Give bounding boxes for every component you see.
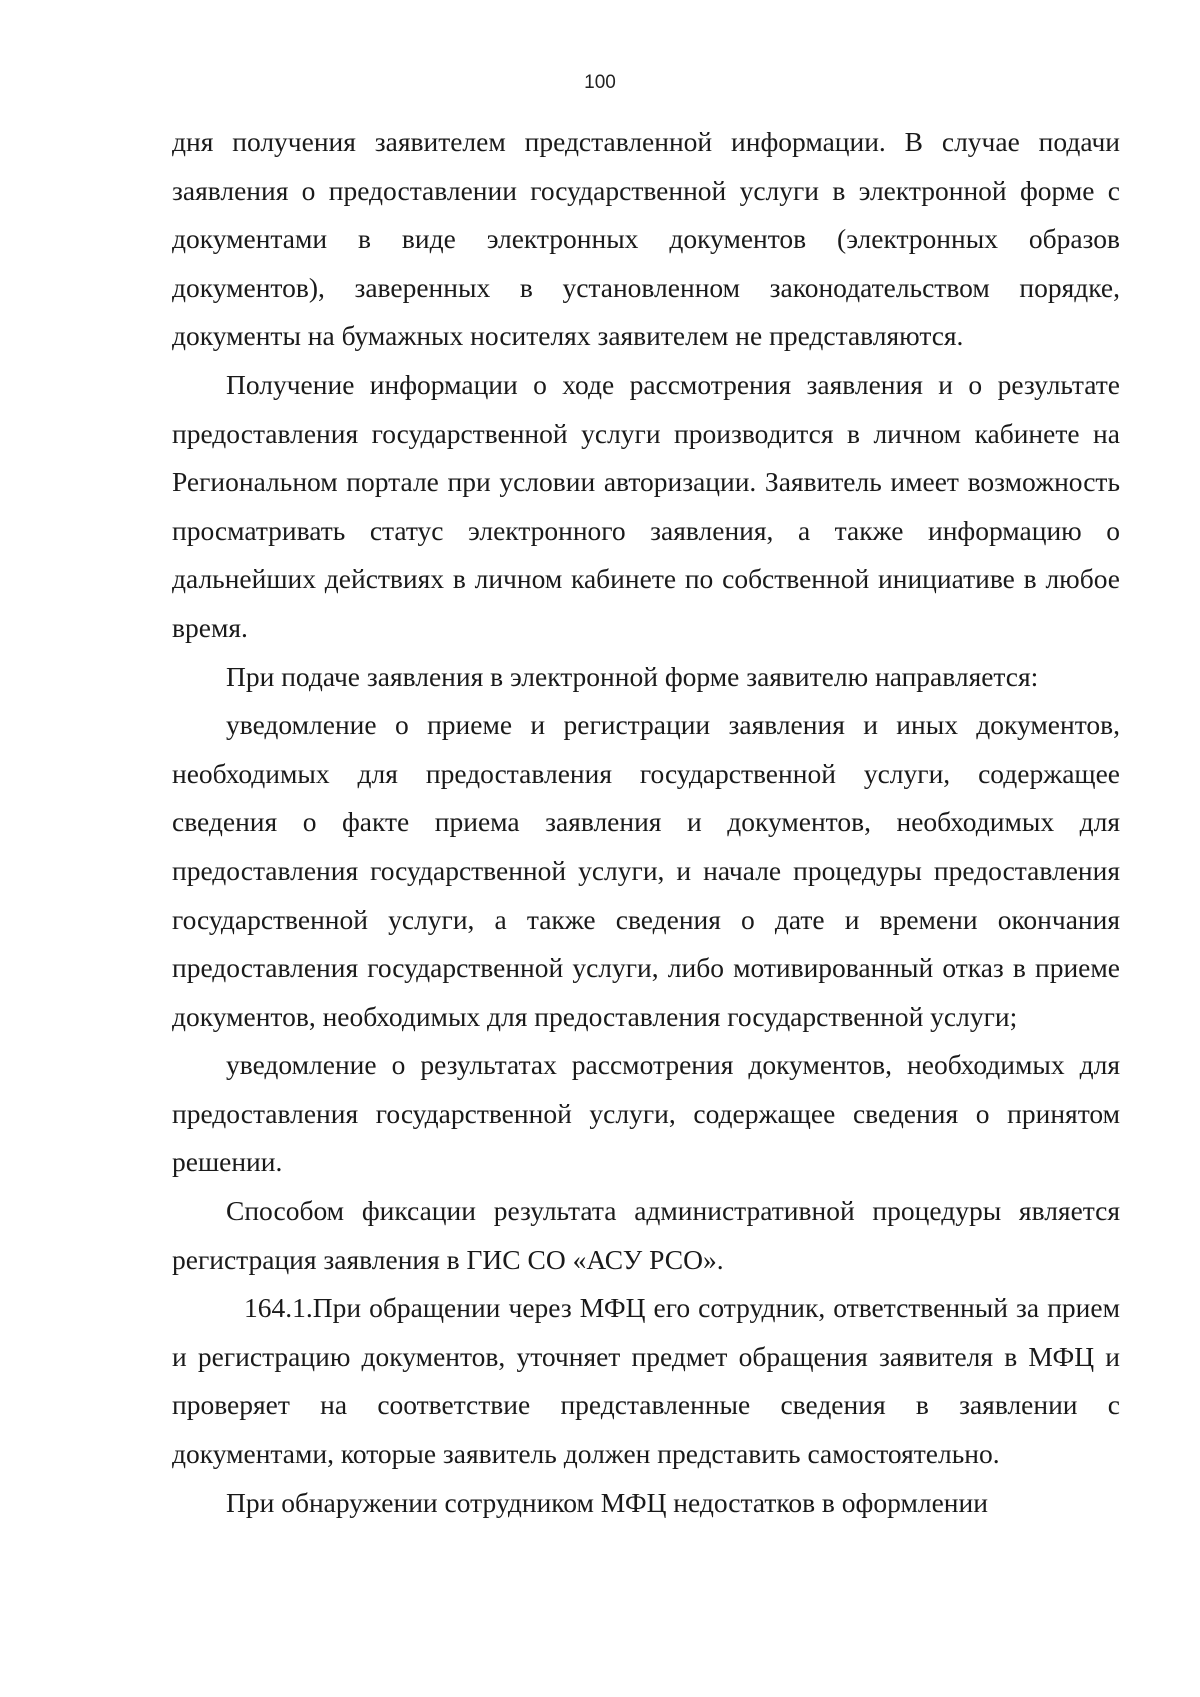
- document-body: [172, 118, 1120, 1527]
- paragraph-notifications-intro: При подаче заявления в электронной форме заявителю направляется:: [226, 660, 1039, 692]
- paragraph-mfc-deficiencies: При обнаружении сотрудником МФЦ недостатков в оформлении: [226, 1486, 988, 1518]
- paragraph-continuation: дня получения заявителем представленной информации. В случае подачи заявления о предоставлении государственной услуги в электронной форме с документами в виде электронных документов (электронных образов документов), заверенных в установленном законодательством порядке, документы на бумажных носителях заявителем не представляются.: [172, 126, 1120, 352]
- page-number: 100: [584, 72, 616, 93]
- paragraph-result-notification: уведомление о результатах рассмотрения документов, необходимых для предоставления государственной услуги, содержащее сведения о принятом решении.: [172, 1049, 1120, 1178]
- paragraph-clause-164-1: 164.1.При обращении через МФЦ его сотрудник, ответственный за прием и регистрацию документов, уточняет предмет обращения заявителя в МФЦ и проверяет на соответствие представленные сведения в заявлении с документами, которые заявитель должен представить самостоятельно.: [172, 1292, 1120, 1470]
- paragraph-fixation-method: Способом фиксации результата административной процедуры является регистрация заявления в ГИС СО «АСУ РСО».: [172, 1195, 1120, 1275]
- paragraph-receipt-notification: уведомление о приеме и регистрации заявления и иных документов, необходимых для предоставления государственной услуги, содержащее сведения о факте приема заявления и документов, необходимых для предоставления государственной услуги, и начале процедуры предоставления государственной услуги, а также сведения о дате и времени окончания предоставления государственной услуги, либо мотивированный отказ в приеме документов, необходимых для предоставления государственной услуги;: [172, 709, 1120, 1032]
- paragraph-status-tracking: Получение информации о ходе рассмотрения заявления и о результате предоставления государственной услуги производится в личном кабинете на Региональном портале при условии авторизации. Заявитель имеет возможность просматривать статус электронного заявления, а также информацию о дальнейших действиях в личном кабинете по собственной инициативе в любое время.: [172, 368, 1120, 643]
